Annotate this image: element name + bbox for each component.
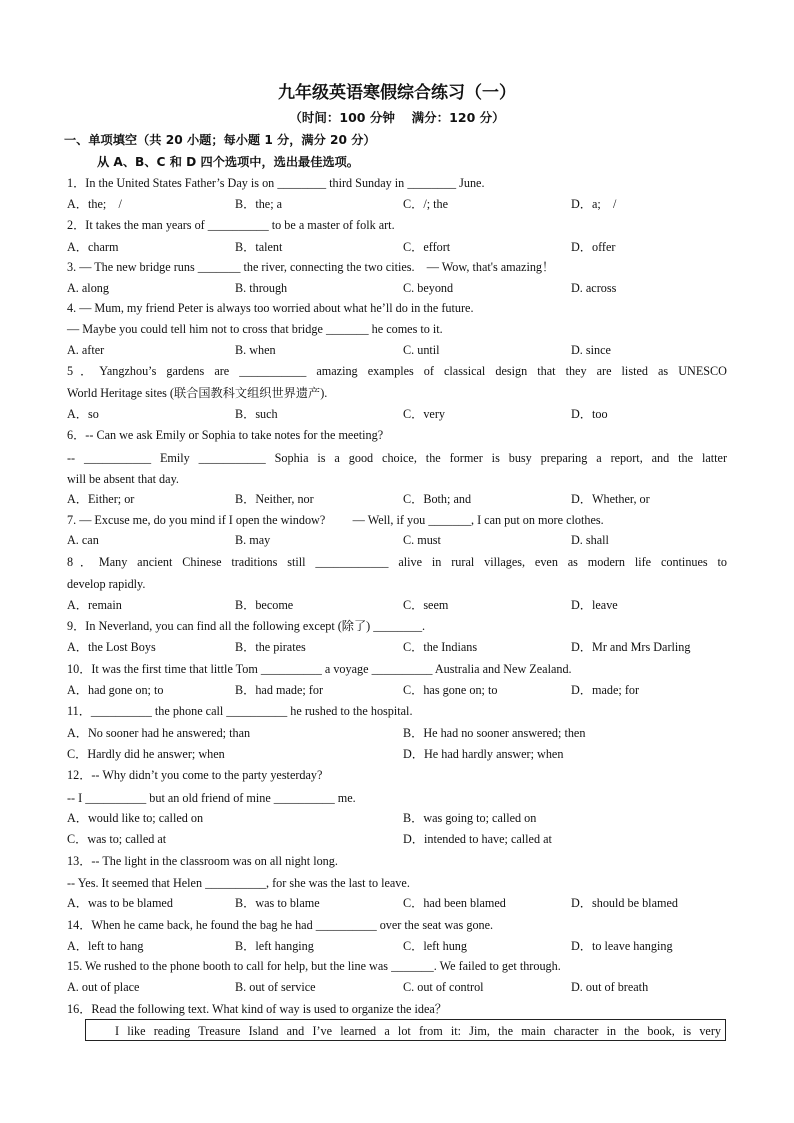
page-title: 九年级英语寒假综合练习（一） — [278, 83, 516, 103]
question-15-option-a: A. out of place — [67, 980, 140, 994]
question-4-stem-1: 4. — Mum, my friend Peter is always too worried about what he’ll do in the future. — [67, 301, 474, 315]
question-8-option-d: D．leave — [571, 598, 618, 612]
question-2-stem: 2．It takes the man years of __________ to be a master of folk art. — [67, 218, 395, 232]
question-5-option-d: D．too — [571, 407, 608, 421]
question-12-option-b: B．was going to; called on — [403, 811, 537, 825]
question-1-option-c: C．/; the — [403, 197, 449, 211]
question-4-option-a: A. after — [67, 343, 105, 357]
question-11-option-c: C．Hardly did he answer; when — [67, 747, 225, 761]
exam-time-score: （时间：100 分钟 满分：120 分） — [289, 110, 505, 125]
question-8-option-b: B．become — [235, 598, 294, 612]
question-7-option-d: D. shall — [571, 533, 609, 547]
question-2-option-b: B．talent — [235, 240, 283, 254]
question-13-option-b: B．was to blame — [235, 896, 320, 910]
question-12-stem-1: 12．-- Why didn’t you come to the party yesterday? — [67, 768, 323, 782]
question-12-option-c: C．was to; called at — [67, 832, 167, 846]
question-6-option-b: B．Neither, nor — [235, 492, 314, 506]
question-13-option-a: A．was to be blamed — [67, 896, 173, 910]
question-12-stem-2: -- I __________ but an old friend of mine __________ me. — [67, 791, 356, 805]
question-1-option-d: D．a; / — [571, 197, 617, 211]
question-3-option-c: C. beyond — [403, 281, 454, 295]
question-1-option-b: B．the; a — [235, 197, 283, 211]
section-heading: 一、单项填空（共 20 小题；每小题 1 分，满分 20 分） — [64, 133, 376, 147]
question-11-option-b: B．He had no sooner answered; then — [403, 726, 586, 740]
question-6-stem-3: will be absent that day. — [67, 472, 179, 486]
question-2-option-d: D．offer — [571, 240, 616, 254]
question-6-option-a: A．Either; or — [67, 492, 135, 506]
reading-passage-box — [85, 1019, 726, 1041]
question-14-option-d: D．to leave hanging — [571, 939, 673, 953]
question-10-option-b: B．had made; for — [235, 683, 323, 697]
question-2-option-a: A．charm — [67, 240, 119, 254]
question-3-option-b: B. through — [235, 281, 288, 295]
question-15-option-d: D. out of breath — [571, 980, 649, 994]
question-3-option-d: D. across — [571, 281, 617, 295]
question-10-option-a: A．had gone on; to — [67, 683, 164, 697]
question-7-stem: 7. — Excuse me, do you mind if I open the window? — Well, if you _______, I can put on more clothes. — [67, 513, 604, 527]
question-11-option-d: D．He had hardly answer; when — [403, 747, 564, 761]
question-4-stem-2: — Maybe you could tell him not to cross that bridge _______ he comes to it. — [67, 322, 443, 336]
reading-passage-text: I like reading Treasure Island and I’ve learned a lot from it: Jim, the main character in the book, is very — [115, 1024, 721, 1038]
question-6-option-d: D．Whether, or — [571, 492, 650, 506]
question-1-option-a: A．the; / — [67, 197, 122, 211]
question-12-option-d: D．intended to have; called at — [403, 832, 552, 846]
question-4-option-c: C. until — [403, 343, 440, 357]
question-3-option-a: A. along — [67, 281, 109, 295]
question-9-option-d: D．Mr and Mrs Darling — [571, 640, 691, 654]
question-14-option-b: B．left hanging — [235, 939, 314, 953]
question-9-stem: 9．In Neverland, you can find all the following except (除了) ________. — [67, 619, 426, 633]
question-9-option-a: A．the Lost Boys — [67, 640, 156, 654]
question-8-option-c: C．seem — [403, 598, 449, 612]
question-9-option-c: C．the Indians — [403, 640, 478, 654]
question-5-stem-2: World Heritage sites (联合国教科文组织世界遗产). — [67, 386, 328, 400]
question-8-stem-2: develop rapidly. — [67, 577, 146, 591]
question-12-option-a: A．would like to; called on — [67, 811, 204, 825]
question-5-option-b: B．such — [235, 407, 278, 421]
question-6-stem-2: -- ___________ Emily ___________ Sophia is a good choice, the former is busy preparing a report, and the latter — [67, 451, 727, 465]
section-instruction: 从 A、B、C 和 D 四个选项中，选出最佳选项。 — [97, 155, 359, 169]
question-8-option-a: A．remain — [67, 598, 122, 612]
question-14-stem: 14．When he came back, he found the bag he had __________ over the seat was gone. — [67, 918, 494, 932]
question-2-option-c: C．effort — [403, 240, 451, 254]
question-8-stem-1: 8．Many ancient Chinese traditions still ____________ alive in rural villages, even as modern life continues to — [67, 555, 727, 569]
question-13-stem-2: -- Yes. It seemed that Helen __________, for she was the last to leave. — [67, 876, 410, 890]
question-9-option-b: B．the pirates — [235, 640, 306, 654]
question-3-stem: 3. — The new bridge runs _______ the river, connecting the two cities. — Wow, that's amazing！ — [67, 260, 555, 274]
question-4-option-d: D. since — [571, 343, 611, 357]
question-6-stem-1: 6．-- Can we ask Emily or Sophia to take notes for the meeting? — [67, 428, 384, 442]
question-7-option-c: C. must — [403, 533, 441, 547]
question-10-stem: 10．It was the first time that little Tom __________ a voyage __________ Australia and New Zealand. — [67, 662, 572, 676]
question-5-option-a: A．so — [67, 407, 99, 421]
question-15-option-c: C. out of control — [403, 980, 484, 994]
question-15-option-b: B. out of service — [235, 980, 316, 994]
question-7-option-b: B. may — [235, 533, 271, 547]
question-10-option-c: C．has gone on; to — [403, 683, 498, 697]
question-5-option-c: C．very — [403, 407, 445, 421]
question-10-option-d: D．made; for — [571, 683, 640, 697]
question-14-option-a: A．left to hang — [67, 939, 144, 953]
question-11-stem: 11．__________ the phone call __________ he rushed to the hospital. — [67, 704, 413, 718]
question-14-option-c: C．left hung — [403, 939, 467, 953]
question-4-option-b: B. when — [235, 343, 276, 357]
question-11-option-a: A．No sooner had he answered; than — [67, 726, 251, 740]
question-15-stem: 15. We rushed to the phone booth to call for help, but the line was _______. We failed to get through. — [67, 959, 561, 973]
question-13-option-d: D．should be blamed — [571, 896, 678, 910]
question-7-option-a: A. can — [67, 533, 99, 547]
question-1-stem: 1．In the United States Father’s Day is on ________ third Sunday in ________ June. — [67, 176, 485, 190]
question-13-option-c: C．had been blamed — [403, 896, 506, 910]
question-6-option-c: C．Both; and — [403, 492, 472, 506]
question-16-stem: 16．Read the following text. What kind of way is used to organize the idea？ — [67, 1002, 447, 1016]
question-13-stem-1: 13．-- The light in the classroom was on all night long. — [67, 854, 338, 868]
question-5-stem-1: 5．Yangzhou’s gardens are ___________ amazing examples of classical design that they are listed as UNESCO — [67, 364, 727, 378]
